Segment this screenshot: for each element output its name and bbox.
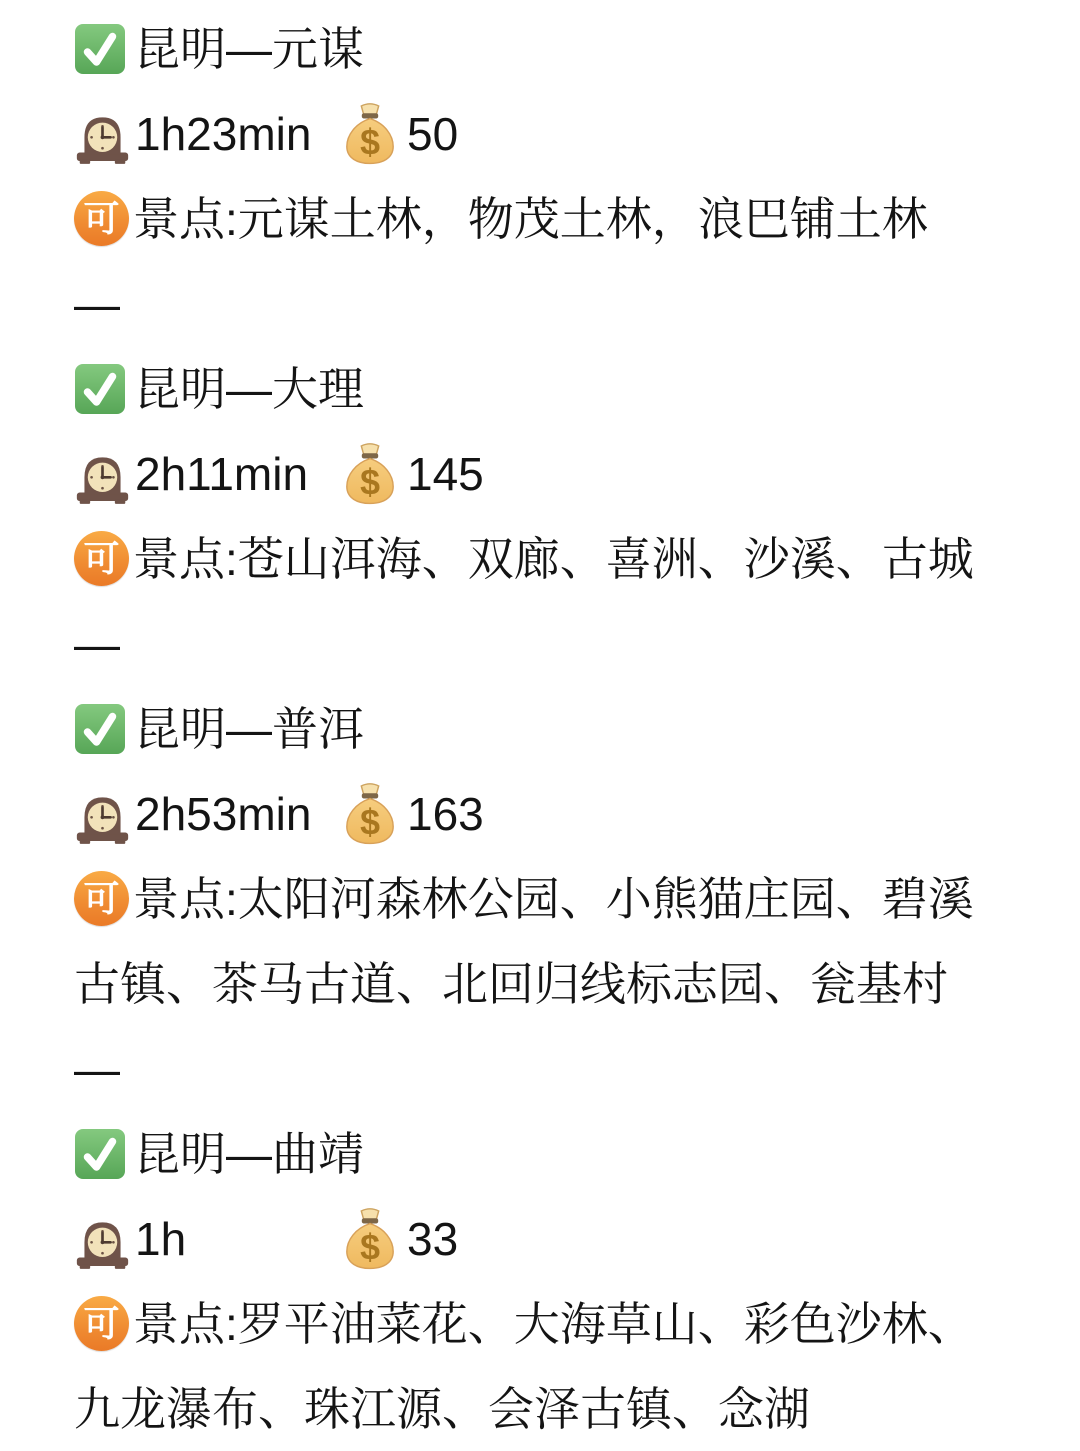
price-text: 50 (407, 107, 459, 160)
separator-line (74, 261, 1056, 346)
acceptable-badge-icon: 可 (74, 871, 129, 926)
sights-text-continued: 古镇、茶马古道、北回归线标志园、瓮基村 (74, 957, 948, 1010)
check-mark-icon (74, 23, 126, 75)
route-title-line (74, 686, 1056, 771)
acceptable-badge-icon: 可 (74, 191, 129, 246)
route-sights-continuation-line (74, 1366, 1056, 1451)
duration-text: 2h11min (135, 447, 309, 500)
route-section-qujing (74, 1111, 1056, 1451)
acceptable-badge-icon: 可 (74, 1296, 129, 1351)
mantel-clock-icon (74, 782, 131, 845)
sights-text: 景点:元谋土林，物茂土林，浪巴铺土林 (133, 192, 928, 245)
route-sights-line (74, 516, 1056, 601)
route-title: 昆明—大理 (134, 362, 364, 415)
route-title: 昆明—曲靖 (134, 1127, 364, 1180)
route-title: 昆明—元谋 (134, 22, 364, 75)
separator-line (74, 601, 1056, 686)
route-sights-line (74, 176, 1056, 261)
check-mark-icon (74, 363, 126, 415)
route-meta-line (74, 771, 1056, 856)
price-text: 163 (407, 787, 484, 840)
acceptable-badge-icon: 可 (74, 531, 129, 586)
route-title-line (74, 346, 1056, 431)
duration-text: 1h23min (135, 107, 312, 160)
separator-line (74, 1026, 1056, 1111)
route-title-line (74, 6, 1056, 91)
route-title-line (74, 1111, 1056, 1196)
duration-text: 1h (135, 1212, 187, 1265)
route-section-dali (74, 346, 1056, 686)
sights-text: 景点:罗平油菜花、大海草山、彩色沙林、 (133, 1297, 974, 1350)
check-mark-icon (74, 1128, 126, 1180)
money-bag-icon (342, 1208, 398, 1270)
mantel-clock-icon (74, 1207, 131, 1270)
money-bag-icon (342, 443, 398, 505)
route-sights-line (74, 856, 1056, 941)
route-meta-line (74, 431, 1056, 516)
check-mark-icon (74, 703, 126, 755)
duration-text: 2h53min (135, 787, 312, 840)
separator-dash: — (74, 617, 120, 670)
route-section-yuanmou (74, 6, 1056, 346)
route-meta-line (74, 1196, 1056, 1281)
route-title: 昆明—普洱 (134, 702, 364, 755)
route-section-puer (74, 686, 1056, 1111)
money-bag-icon (342, 103, 398, 165)
separator-dash: — (74, 1042, 120, 1095)
price-text: 145 (407, 447, 484, 500)
price-text: 33 (407, 1212, 459, 1265)
sights-text: 景点:苍山洱海、双廊、喜洲、沙溪、古城 (133, 532, 974, 585)
mantel-clock-icon (74, 102, 131, 165)
route-meta-line (74, 91, 1056, 176)
sights-text: 景点:太阳河森林公园、小熊猫庄园、碧溪 (133, 872, 974, 925)
route-sights-continuation-line (74, 941, 1056, 1026)
separator-dash: — (74, 277, 120, 330)
route-sights-line (74, 1281, 1056, 1366)
money-bag-icon (342, 783, 398, 845)
sights-text-continued: 九龙瀑布、珠江源、会泽古镇、念湖 (74, 1382, 810, 1435)
mantel-clock-icon (74, 442, 131, 505)
